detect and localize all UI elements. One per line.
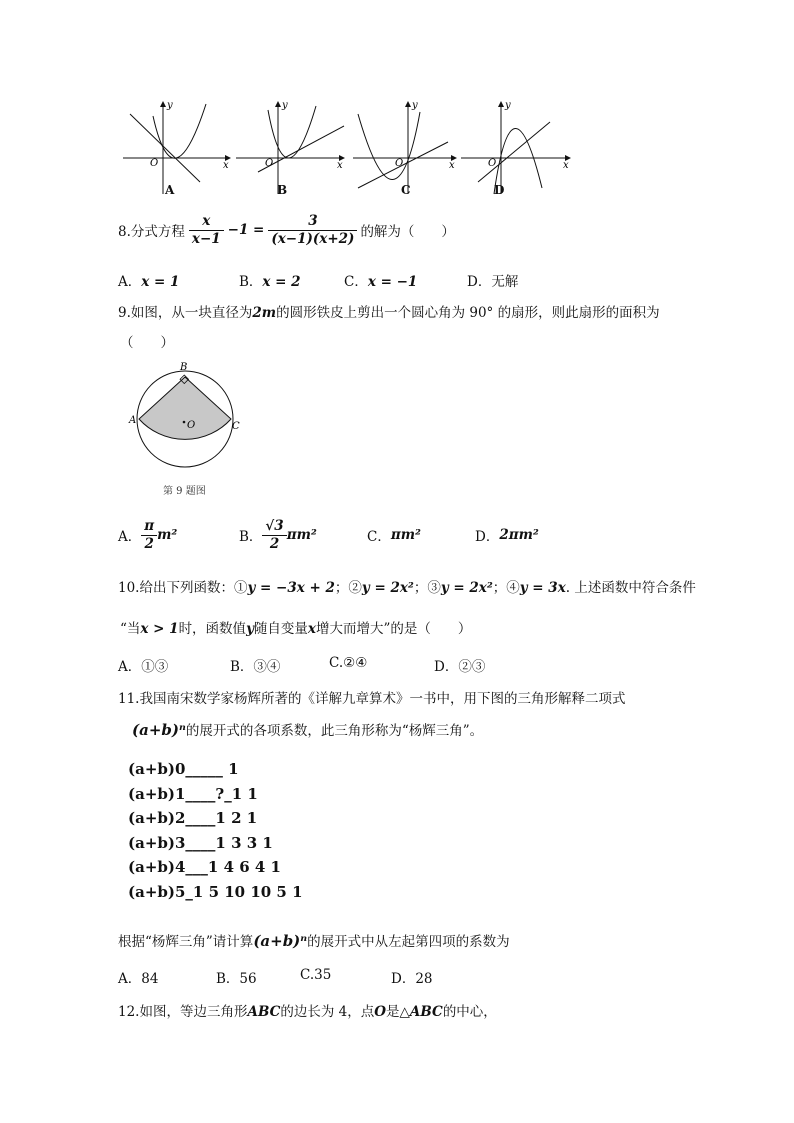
graph-c xyxy=(353,100,456,194)
svg-text:y: y xyxy=(167,100,173,111)
graph-label-a: A xyxy=(165,183,175,197)
triangle-row-4: (a+b)4___1 4 6 4 1 xyxy=(128,858,281,876)
svg-text:B: B xyxy=(180,362,188,373)
q8-frac2-num: 3 xyxy=(268,213,357,231)
svg-text:A: A xyxy=(129,415,137,426)
triangle-row-0: (a+b)0_____ 1 xyxy=(128,760,239,778)
svg-text:O: O xyxy=(395,158,404,169)
q11-binomial: (a+b)ⁿ xyxy=(132,721,186,739)
q10-line1: 10.给出下列函数：①y = −3x + 2；②y = 2x²；③y = 2x²；④y = 3x. 上述函数中符合条件 xyxy=(118,580,696,596)
function-graphs-figure xyxy=(118,96,578,201)
q8-prefix: 8.分式方程 xyxy=(118,224,185,240)
q10-option-c: C.②④ xyxy=(329,655,368,671)
q11-line2: (a+b)ⁿ的展开式的各项系数，此三角形称为“杨辉三角”。 xyxy=(132,721,484,739)
svg-text:x: x xyxy=(449,160,455,171)
q11-ask: 根据“杨辉三角”请计算(a+b)ⁿ的展开式中从左起第四项的系数为 xyxy=(118,932,510,950)
q10-line2: “当x > 1时，函数值y随自变量x增大而增大”的是（ ） xyxy=(120,621,472,637)
svg-text:C: C xyxy=(232,421,240,432)
q9-options xyxy=(118,513,678,557)
graph-label-d: D xyxy=(494,183,505,197)
q9-figure-caption: 第 9 题图 xyxy=(163,486,206,497)
graph-d xyxy=(461,100,570,194)
q8-fraction-1 xyxy=(189,213,224,248)
triangle-row-1: (a+b)1____?_1 1 xyxy=(128,784,258,803)
svg-text:x: x xyxy=(337,160,343,171)
q11-option-b: B．56 xyxy=(216,971,257,987)
q8-frac1-num: x xyxy=(189,213,224,231)
q11-option-d: D．28 xyxy=(391,971,433,987)
q10-option-d: D．②③ xyxy=(434,659,486,675)
svg-text:O: O xyxy=(150,158,159,169)
graph-a xyxy=(123,100,230,194)
q9-option-b: B． $\frac{√3}{2}$ πm² xyxy=(239,517,317,552)
q8-option-d: D．无解 xyxy=(467,274,519,290)
q12-line1: 12.如图，等边三角形ABC的边长为 4，点O是△ABC的中心， xyxy=(118,1004,497,1020)
q9-line1: 9.如图，从一块直径为2m的圆形铁皮上剪出一个圆心角为 90° 的扇形，则此扇形的面积为 xyxy=(118,305,660,321)
svg-text:y: y xyxy=(412,100,418,111)
q9-line2: （ ） xyxy=(120,335,174,351)
sector-in-circle-figure xyxy=(125,360,250,475)
svg-text:O: O xyxy=(488,158,497,169)
q8-fraction-2 xyxy=(268,213,357,248)
svg-text:O: O xyxy=(265,158,274,169)
q8-option-b: B．x = 2 xyxy=(239,274,301,290)
svg-text:y: y xyxy=(505,100,511,111)
q8-question xyxy=(118,208,455,252)
q11-line1: 11.我国南宋数学家杨辉所著的《详解九章算术》一书中，用下图的三角形解释二项式 xyxy=(118,691,626,707)
q9-option-a: A． $\frac{\pi}{2}$ m² xyxy=(118,517,178,552)
svg-text:x: x xyxy=(223,160,229,171)
svg-text:x: x xyxy=(563,160,569,171)
triangle-row-5: (a+b)5_1 5 10 10 5 1 xyxy=(128,882,303,901)
q8-frac2-den: (x−1)(x+2) xyxy=(271,230,355,247)
q7-graphs xyxy=(118,96,578,201)
q11-option-c: C.35 xyxy=(300,967,332,983)
q8-options xyxy=(118,270,678,290)
q8-suffix: 的解为（ ） xyxy=(360,224,455,240)
svg-text:y: y xyxy=(282,100,288,111)
q9-option-d: D． 2πm² xyxy=(475,527,539,545)
graph-label-b: B xyxy=(277,183,288,197)
triangle-row-2: (a+b)2____1 2 1 xyxy=(128,809,258,827)
q9-figure xyxy=(125,360,250,475)
q8-option-a: A．x = 1 xyxy=(118,274,180,290)
q10-options xyxy=(118,655,678,675)
q10-option-b: B．③④ xyxy=(230,659,281,675)
yanghui-triangle xyxy=(128,760,303,907)
q10-option-a: A．①③ xyxy=(118,659,169,675)
q11-option-a: A．84 xyxy=(118,971,159,987)
q8-minus-one: −1 = xyxy=(227,222,265,238)
triangle-row-3: (a+b)3____1 3 3 1 xyxy=(128,833,273,852)
graph-label-c: C xyxy=(401,183,411,197)
svg-text:O: O xyxy=(187,420,196,431)
q8-frac1-den: x−1 xyxy=(191,230,221,247)
graph-b xyxy=(236,100,344,194)
q11-options xyxy=(118,967,678,987)
q9-option-c: C． πm² xyxy=(367,527,421,545)
q8-option-c: C．x = −1 xyxy=(344,274,418,290)
